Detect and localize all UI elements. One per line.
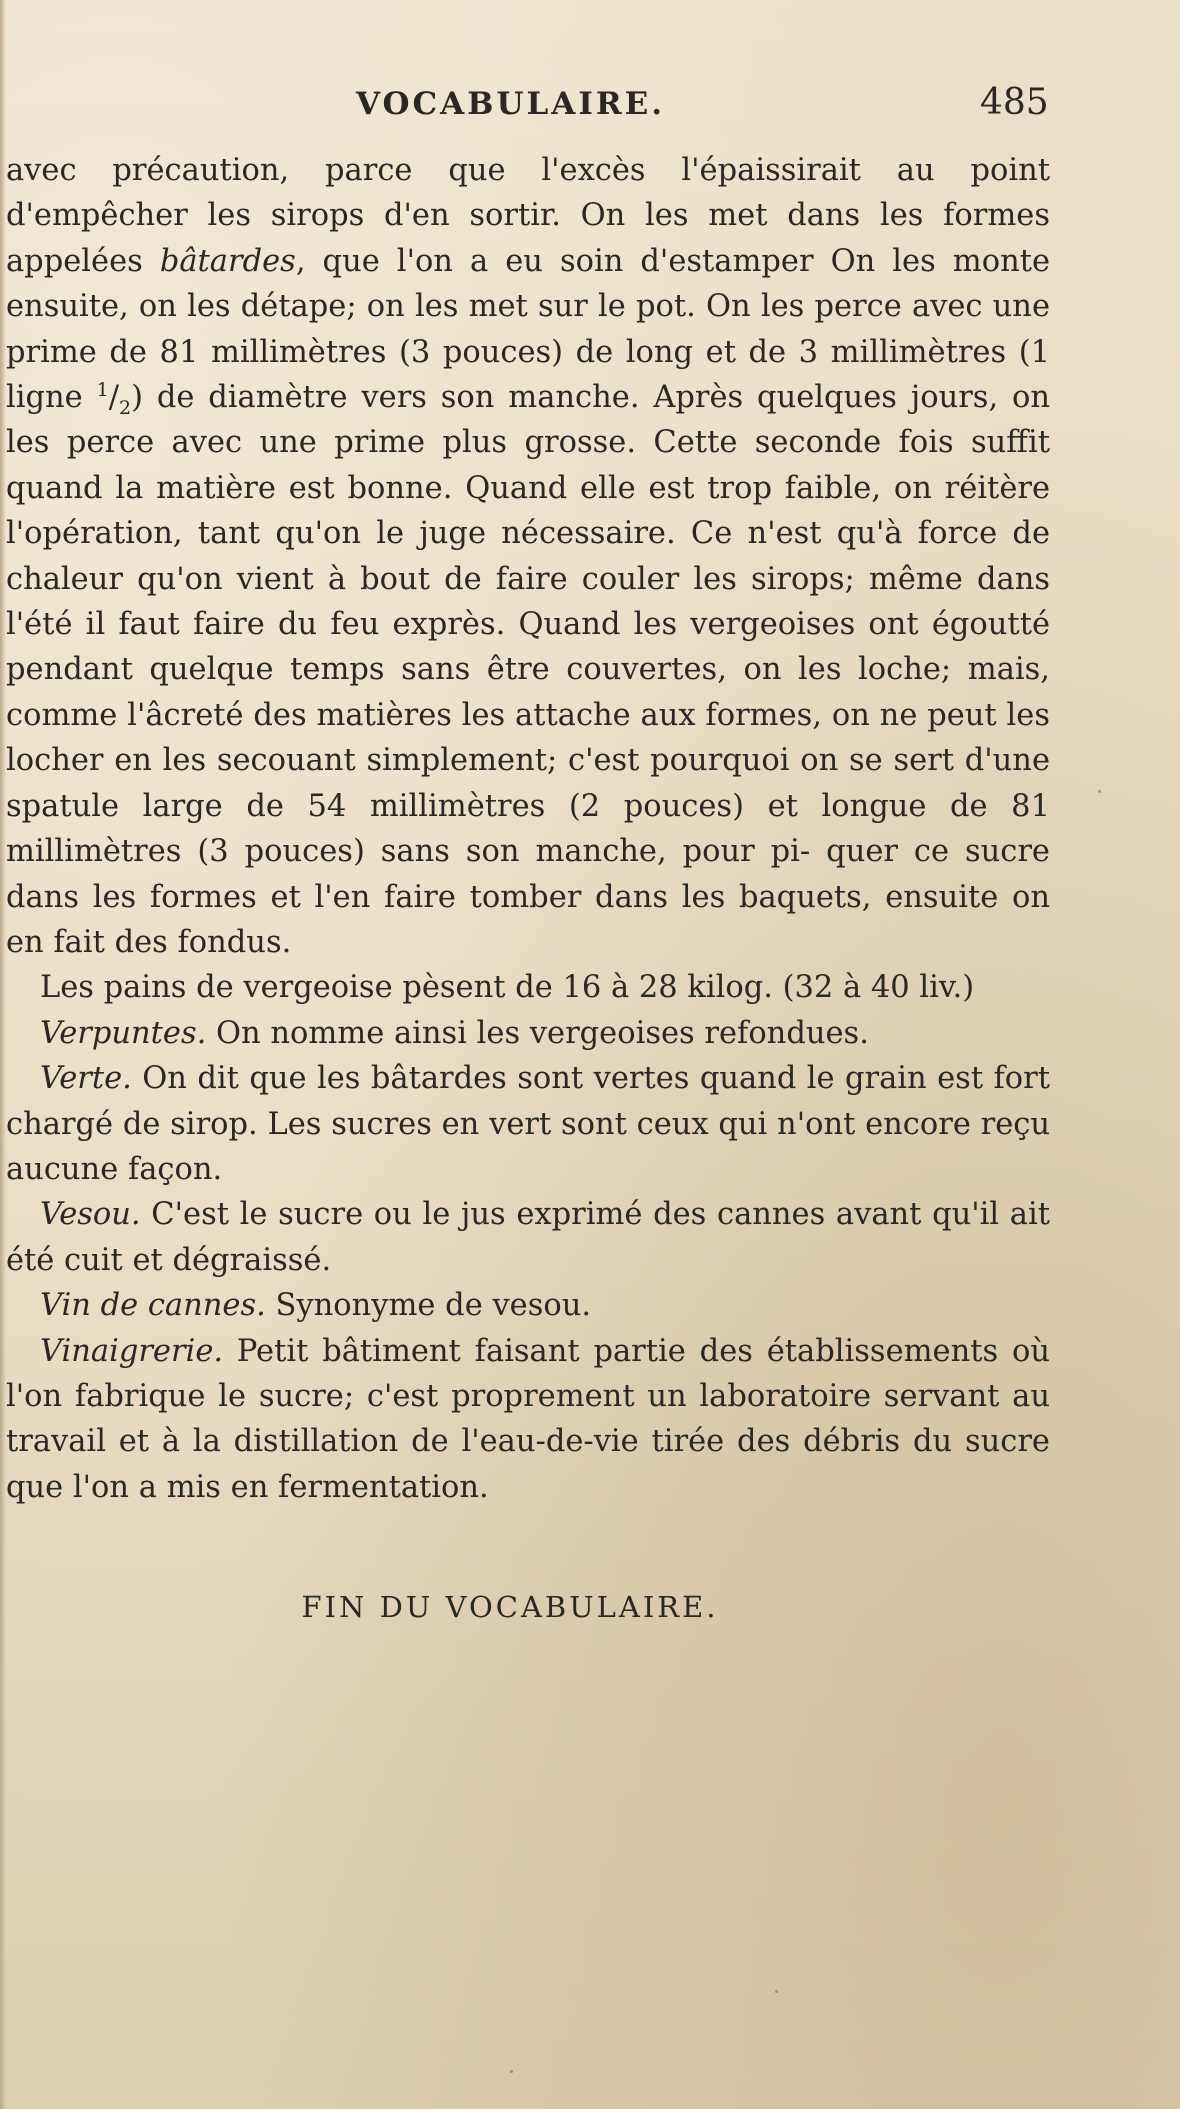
text-line: de 81 millimètres (3 pouces) sans son manche, pour pi- xyxy=(6,788,1050,870)
text-line: appelées xyxy=(6,243,160,279)
entry-definition: Petit bâtiment faisant partie des établissements où l'on fabrique le sucre; c'est proprement un laboratoire servant au travail et à la distillation de l'eau-de-vie tirée des débris du sucre que l'on a mis en fermentation. xyxy=(6,1333,1050,1505)
fraction-denominator: 2 xyxy=(118,397,132,420)
body-text xyxy=(6,148,1050,1510)
term-batardes: bâtardes xyxy=(159,243,296,279)
entry-definition: Synonyme de vesou. xyxy=(265,1288,592,1324)
paragraph-continuation xyxy=(6,148,1050,965)
text-line: quer ce sucre dans les formes et l'en faire tomber dans les xyxy=(6,834,1050,915)
entry-vin-de-cannes xyxy=(6,1283,1050,1328)
entry-vinaigrerie xyxy=(6,1329,1050,1511)
entry-term: Vesou. xyxy=(40,1197,141,1233)
text-line: monte ensuite, on les détape; on les met sur le pot. On les xyxy=(6,243,1051,325)
text-line: l'âcreté des matières les attache aux formes, on ne peut les xyxy=(127,697,1050,733)
entry-vesou xyxy=(6,1192,1050,1283)
fraction-numerator: 1 xyxy=(96,378,109,401)
entry-term: Verte. xyxy=(40,1061,132,1097)
end-text: FIN DU VOCABULAIRE. xyxy=(301,1590,719,1624)
text-line: avec précaution, parce que l'excès l'épaissirait au point xyxy=(6,153,1050,188)
text-line: le juge nécessaire. Ce n'est qu'à force de chaleur qu'on vient xyxy=(6,516,1051,597)
text-line: locher en les secouant simplement; c'est pourquoi on se sert xyxy=(6,743,954,779)
text-line: du feu exprès. Quand les vergeoises ont égoutté pendant xyxy=(6,607,1050,688)
text-line: à bout de faire couler les sirops; même dans l'été il faut faire xyxy=(6,561,1050,643)
page-number: 485 xyxy=(980,82,1049,123)
paper-speck xyxy=(775,1990,778,1993)
running-head xyxy=(0,82,1180,132)
text-line: , que l'on a eu soin d'estamper On les xyxy=(295,243,936,279)
paper-speck xyxy=(1098,790,1101,793)
text-line: d'empêcher les sirops d'en sortir. On les met dans les formes xyxy=(6,198,1050,234)
entry-term: Vinaigrerie. xyxy=(40,1333,224,1369)
entry-term: Vin de cannes. xyxy=(40,1288,266,1324)
entry-definition: On dit que les bâtardes sont vertes quand le grain est fort chargé de sirop. Les sucres en vert sont ceux qui n'ont encore reçu aucune façon. xyxy=(6,1061,1050,1187)
text-line: et de 3 millimètres (1 ligne xyxy=(6,334,1050,416)
text-line: ) de diamètre vers son manche. xyxy=(131,380,640,416)
text-line: Quand elle est trop faible, on réitère l'opération, tant qu'on xyxy=(6,470,1050,552)
text-line: perce avec une prime de 81 millimètres (3 pouces) de long xyxy=(6,289,1051,370)
end-of-vocabulary xyxy=(0,1590,1180,1624)
running-title: VOCABULAIRE. xyxy=(356,86,666,122)
fraction-slash: / xyxy=(108,380,119,416)
text-line: quelque temps sans être couvertes, on les loche; mais, comme xyxy=(6,652,1050,733)
text-line: grosse. Cette seconde fois suffit quand la matière est bonne. xyxy=(6,425,1050,506)
text-line: d'une spatule large de 54 millimètres (2 pouces) et longue xyxy=(6,743,1050,824)
entry-term: Verpuntes. xyxy=(40,1015,207,1051)
entry-definition: C'est le sucre ou le jus exprimé des cannes avant qu'il ait été cuit et dégraissé. xyxy=(6,1197,1050,1278)
entry-verpuntes xyxy=(6,1011,1050,1056)
entry-verte xyxy=(6,1056,1050,1192)
entry-definition: On nomme ainsi les vergeoises refondues. xyxy=(206,1015,869,1051)
text-line: baquets, ensuite on en fait des fondus. xyxy=(6,879,1050,960)
paper-speck xyxy=(510,2070,513,2073)
text-line: Après quelques jours, on les perce avec une prime plus xyxy=(6,380,1051,461)
paragraph-pains: Les pains de vergeoise pèsent de 16 à 28 kilog. (32 à 40 liv.) xyxy=(40,970,975,1006)
